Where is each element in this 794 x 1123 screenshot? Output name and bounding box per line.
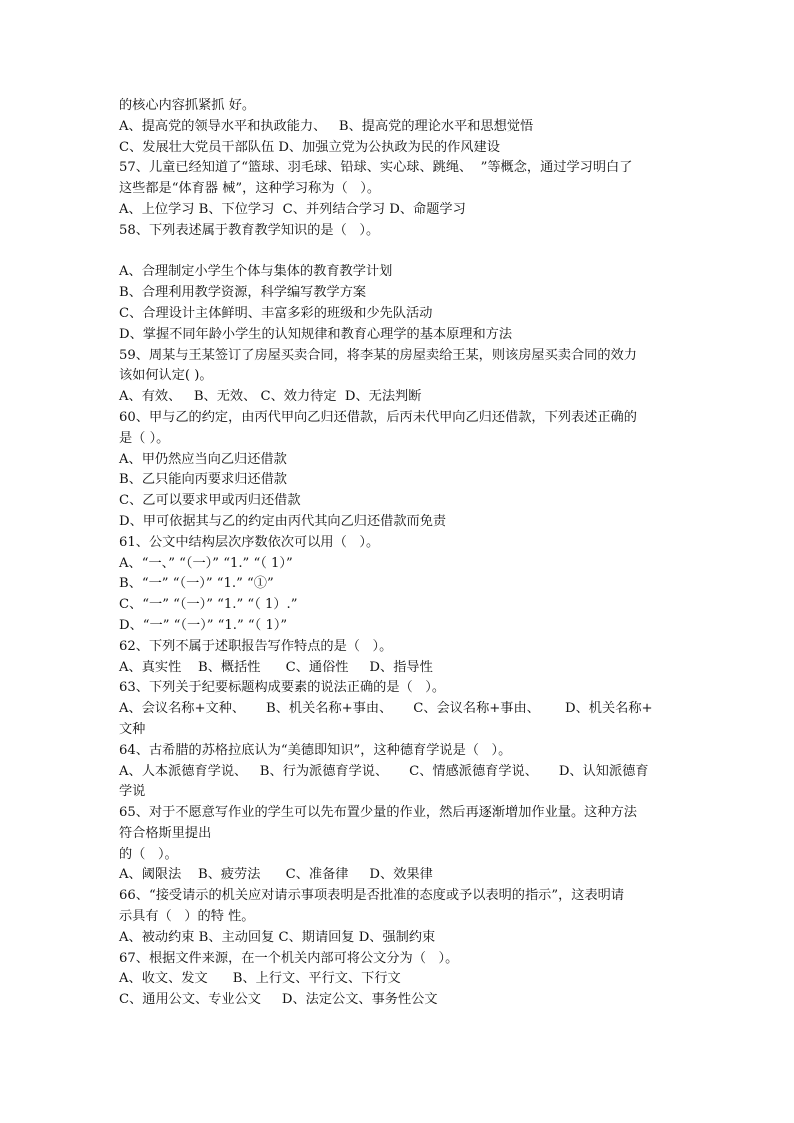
text-line: 57、儿童已经知道了“篮球、羽毛球、铅球、实心球、跳绳、 ”等概念，通过学习明白了 — [119, 160, 633, 176]
text-line: 67、根据文件来源，在一个机关内部可将公文分为（ ）。 — [119, 950, 459, 966]
text-line: 66、“接受请示的机关应对请示事项表明是否批准的态度或予以表明的指示”，这表明请 — [119, 888, 625, 904]
text-line: A、阈限法 B、疲劳法 C、准备律 D、效果律 — [119, 867, 433, 883]
text-line: C、乙可以要求甲或丙归还借款 — [119, 493, 301, 509]
text-line: A、甲仍然应当向乙归还借款 — [119, 451, 287, 467]
text-line: C、通用公文、专业公文 D、法定公文、事务性公文 — [119, 992, 438, 1008]
text-line: 60、甲与乙的约定，由丙代甲向乙归还借款，后丙未代甲向乙归还借款，下列表述正确的 — [119, 409, 637, 425]
text-line: 的（ ）。 — [119, 846, 178, 862]
text-line: 58、下列表述属于教育教学知识的是（ ）。 — [119, 222, 380, 238]
text-line: A、有效、 B、无效、 C、效力待定 D、无法判断 — [119, 389, 422, 405]
text-line: D、甲可依据其与乙的约定由丙代其向乙归还借款而免责 — [119, 513, 447, 529]
text-line: 62、下列不属于述职报告写作特点的是（ ）。 — [119, 638, 393, 654]
text-line: A、上位学习 B、下位学习 C、并列结合学习 D、命题学习 — [119, 201, 466, 217]
text-line: 59、周某与王某签订了房屋买卖合同，将李某的房屋卖给王某，则该房屋买卖合同的效力 — [119, 347, 637, 363]
text-line: A、人本派德育学说、 B、行为派德育学说、 C、情感派德育学说、 D、认知派德育 — [119, 763, 649, 779]
text-line: 是（ ）。 — [119, 430, 170, 446]
text-line: 示具有（ ）的特 性。 — [119, 909, 255, 925]
text-line: A、合理制定小学生个体与集体的教育教学计划 — [119, 264, 393, 280]
text-line: D、掌握不同年龄小学生的认知规律和教育心理学的基本原理和方法 — [119, 326, 513, 342]
blank-line — [119, 242, 679, 263]
document-body — [119, 96, 679, 1011]
text-line: A、收文、发文 B、上行文、平行文、下行文 — [119, 971, 401, 987]
text-line: 63、下列关于纪要标题构成要素的说法正确的是（ ）。 — [119, 680, 446, 696]
text-line: C、“一” “（一）” “1.” “（ 1）.” — [119, 597, 298, 613]
text-line: 的核心内容抓紧抓 好。 — [119, 98, 256, 113]
text-line: A、“一、” “（一）” “1.” “（ 1）” — [119, 555, 293, 571]
text-line: B、合理利用教学资源，科学编写教学方案 — [119, 285, 367, 301]
text-line: 64、古希腊的苏格拉底认为“美德即知识”，这种德育学说是（ ）。 — [119, 742, 512, 758]
text-line: A、真实性 B、概括性 C、通俗性 D、指导性 — [119, 659, 433, 675]
text-line: A、提高党的领导水平和执政能力、 B、提高党的理论水平和思想觉悟 — [119, 118, 534, 134]
text-line: 65、对于不愿意写作业的学生可以先布置少量的作业，然后再逐渐增加作业量。这种方法 — [119, 805, 637, 821]
text-line: B、乙只能向丙要求归还借款 — [119, 472, 287, 488]
text-line: 符合格斯里提出 — [119, 825, 212, 841]
text-line: A、会议名称+文种、 B、机关名称+事由、 C、会议名称+事由、 D、机关名称+ — [119, 701, 653, 717]
text-line: 该如何认定( )。 — [119, 368, 213, 384]
text-line: C、合理设计主体鲜明、丰富多彩的班级和少先队活动 — [119, 305, 433, 321]
text-line: A、被动约束 B、主动回复 C、期请回复 D、强制约束 — [119, 929, 436, 945]
text-line: C、发展壮大党员干部队伍 D、加强立党为公执政为民的作风建设 — [119, 139, 500, 155]
text-line: B、“一” “（一）” “1.” “①” — [119, 576, 274, 592]
text-line: 文种 — [119, 721, 146, 737]
text-line: 学说 — [119, 784, 146, 800]
text-line: D、“一” “（一）” “1.” “（ 1）” — [119, 617, 288, 633]
text-line: 61、公文中结构层次序数依次可以用（ ）。 — [119, 534, 380, 550]
text-line: 这些都是“体育器 械”，这种学习称为（ ）。 — [119, 181, 381, 197]
